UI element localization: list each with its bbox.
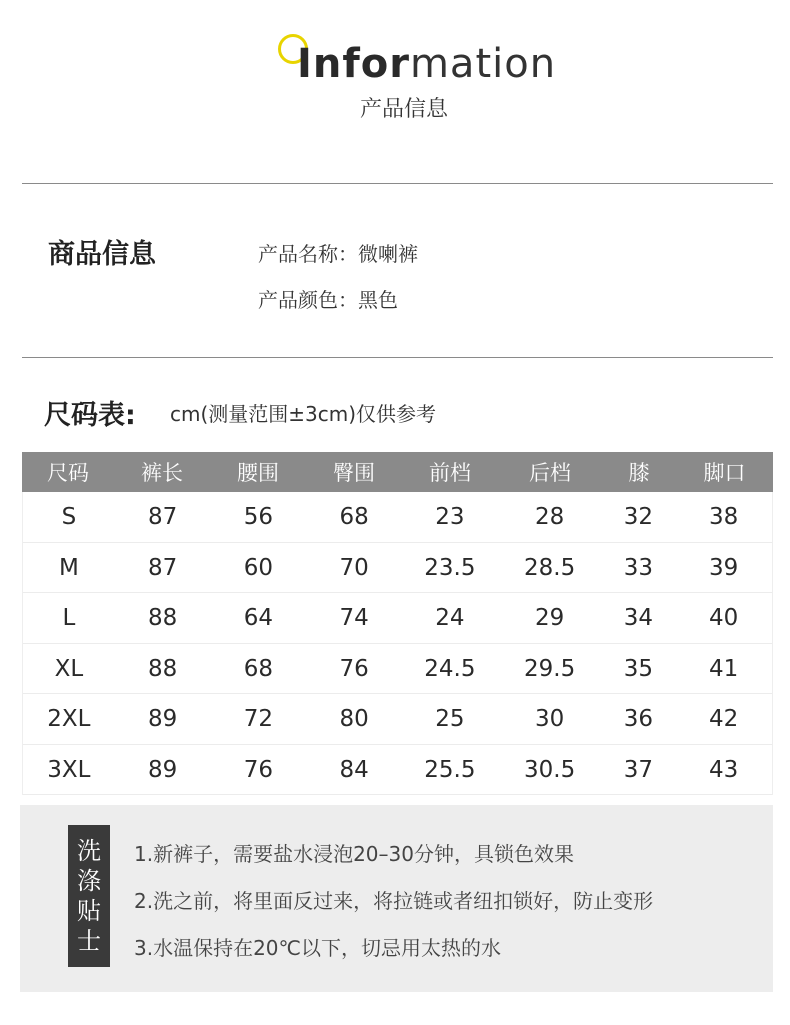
table-cell: 2XL bbox=[47, 706, 91, 733]
table-cell: 30.5 bbox=[524, 756, 576, 783]
divider-middle bbox=[22, 357, 773, 358]
care-tip: 3.水温保持在20℃以下，切忌用太热的水 bbox=[134, 936, 501, 960]
header-subtitle: 产品信息 bbox=[359, 97, 448, 122]
column-header: 腰围 bbox=[237, 461, 279, 485]
table-cell: 37 bbox=[623, 756, 653, 783]
table-cell: 60 bbox=[243, 554, 274, 581]
table-cell: 39 bbox=[708, 554, 739, 581]
table-cell: 88 bbox=[147, 655, 178, 682]
table-cell: 28.5 bbox=[524, 554, 576, 581]
column-header: 前档 bbox=[429, 461, 471, 485]
table-row bbox=[23, 644, 772, 695]
care-label-char: 涤 bbox=[77, 867, 101, 895]
table-cell: 3XL bbox=[47, 756, 91, 783]
table-cell: 64 bbox=[243, 605, 274, 632]
table-cell: L bbox=[62, 605, 76, 632]
table-cell: 38 bbox=[708, 504, 739, 531]
column-header: 臀围 bbox=[333, 461, 375, 485]
table-row bbox=[23, 593, 772, 644]
table-cell: S bbox=[61, 504, 77, 531]
product-section-title: 商品信息 bbox=[48, 239, 156, 270]
table-row bbox=[23, 492, 772, 543]
table-cell: 23.5 bbox=[424, 554, 476, 581]
divider-top bbox=[22, 183, 773, 184]
table-cell: 70 bbox=[339, 554, 369, 581]
table-cell: 87 bbox=[147, 554, 178, 581]
table-cell: 40 bbox=[708, 605, 739, 632]
column-header: 裤长 bbox=[141, 461, 183, 485]
table-cell: 41 bbox=[708, 655, 739, 682]
table-cell: 42 bbox=[708, 706, 739, 733]
table-cell: 80 bbox=[339, 706, 369, 733]
table-cell: 43 bbox=[708, 756, 739, 783]
table-cell: 34 bbox=[623, 605, 653, 632]
table-cell: 32 bbox=[623, 504, 653, 531]
care-tip: 2.洗之前，将里面反过来，将拉链或者纽扣锁好，防止变形 bbox=[134, 889, 654, 913]
title-bold-part: Infor bbox=[297, 41, 410, 87]
product-color: 产品颜色：黑色 bbox=[258, 288, 398, 312]
care-label-char: 洗 bbox=[77, 837, 101, 865]
table-cell: 84 bbox=[339, 756, 369, 783]
column-header: 膝 bbox=[628, 461, 650, 485]
care-label-char: 贴 bbox=[77, 897, 101, 925]
table-cell: 29.5 bbox=[524, 655, 576, 682]
product-name: 产品名称：微喇裤 bbox=[258, 242, 418, 266]
column-header: 后档 bbox=[529, 461, 571, 485]
table-cell: 56 bbox=[243, 504, 274, 531]
table-row bbox=[23, 745, 772, 796]
information-title bbox=[297, 40, 556, 88]
table-cell: 74 bbox=[339, 605, 369, 632]
size-table bbox=[22, 452, 773, 795]
table-cell: M bbox=[58, 554, 79, 581]
table-cell: 68 bbox=[339, 504, 369, 531]
table-row bbox=[23, 694, 772, 745]
size-chart-title: 尺码表: bbox=[44, 400, 136, 431]
size-table-body bbox=[22, 492, 773, 795]
table-cell: 30 bbox=[534, 706, 565, 733]
column-header: 尺码 bbox=[47, 461, 89, 485]
table-cell: XL bbox=[54, 655, 84, 682]
information-header bbox=[0, 0, 790, 140]
table-cell: 76 bbox=[339, 655, 369, 682]
care-tip: 1.新裤子，需要盐水浸泡20–30分钟，具锁色效果 bbox=[134, 842, 574, 866]
size-table-header bbox=[22, 452, 773, 492]
table-cell: 87 bbox=[147, 504, 178, 531]
care-tips-label bbox=[68, 825, 110, 967]
table-row bbox=[23, 543, 772, 594]
size-chart-note: cm(测量范围±3cm)仅供参考 bbox=[170, 402, 437, 426]
table-cell: 35 bbox=[623, 655, 653, 682]
table-cell: 76 bbox=[243, 756, 274, 783]
table-cell: 24.5 bbox=[424, 655, 476, 682]
title-light-part: mation bbox=[409, 41, 557, 87]
table-cell: 89 bbox=[147, 756, 178, 783]
table-cell: 88 bbox=[147, 605, 178, 632]
table-cell: 72 bbox=[243, 706, 274, 733]
care-label-char: 士 bbox=[77, 927, 101, 955]
table-cell: 29 bbox=[534, 605, 565, 632]
table-cell: 89 bbox=[147, 706, 178, 733]
table-cell: 25 bbox=[435, 706, 465, 733]
table-cell: 68 bbox=[243, 655, 274, 682]
table-cell: 24 bbox=[435, 605, 465, 632]
table-cell: 23 bbox=[435, 504, 465, 531]
table-cell: 36 bbox=[623, 706, 653, 733]
care-tips-box bbox=[20, 805, 773, 992]
column-header: 脚口 bbox=[703, 461, 746, 485]
table-cell: 33 bbox=[623, 554, 653, 581]
table-cell: 25.5 bbox=[424, 756, 476, 783]
table-cell: 28 bbox=[534, 504, 565, 531]
